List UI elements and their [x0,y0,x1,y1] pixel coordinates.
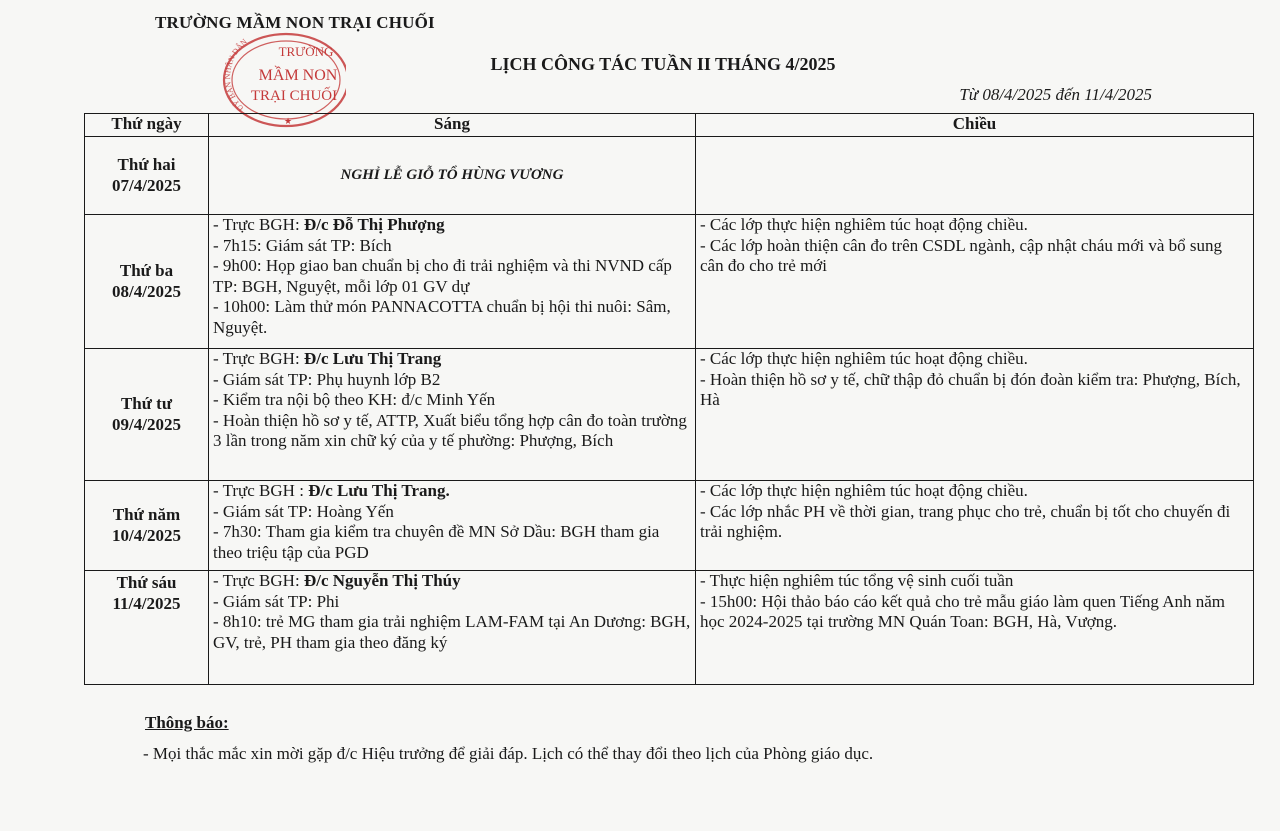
stamp-line-2: MẦM NON [258,67,338,84]
day-cell [85,137,209,215]
afternoon-cell [696,215,1254,349]
morning-item: - Giám sát TP: Phi [213,591,340,611]
holiday-cell: NGHỈ LỄ GIỖ TỔ HÙNG VƯƠNG [209,137,696,215]
morning-cell [209,481,696,571]
table-row [85,137,1254,215]
school-name: TRƯỜNG MẦM NON TRẠI CHUỐI [155,13,435,32]
morning-item: - Giám sát TP: Hoàng Yến [213,501,394,521]
table-row [85,571,1254,685]
morning-item: - Hoàn thiện hồ sơ y tế, ATTP, Xuất biểu tổng hợp cân đo toàn trường 3 lần trong năm xin chữ ký của y tế phường: Phượng, Bích [213,410,687,450]
afternoon-cell [696,137,1254,215]
stamp-star-icon: ★ [283,116,293,126]
day-date: 09/4/2025 [112,414,181,434]
morning-item: - 7h15: Giám sát TP: Bích [213,235,392,255]
morning-cell [209,571,696,685]
table-header-row [85,114,1254,137]
column-header-morning: Sáng [209,114,696,137]
day-name: Thứ hai [117,155,176,174]
document-title: LỊCH CÔNG TÁC TUẦN II THÁNG 4/2025 [490,54,836,74]
afternoon-item: - Thực hiện nghiêm túc tổng vệ sinh cuối tuần [700,571,1014,590]
morning-item: - 8h10: trẻ MG tham gia trải nghiệm LAM-FAM tại An Dương: BGH, GV, trẻ, PH tham gia theo đăng ký [213,612,691,652]
morning-item: - Trực BGH: Đ/c Đỗ Thị Phượng [213,215,445,234]
afternoon-cell [696,481,1254,571]
date-range: Từ 08/4/2025 đến 11/4/2025 [959,85,1152,104]
day-date: 07/4/2025 [112,175,181,195]
schedule-table [84,113,1254,685]
notice-label: Thông báo: [145,713,229,732]
morning-item: - Trực BGH: Đ/c Lưu Thị Trang [213,349,442,368]
morning-item: - 10h00: Làm thử món PANNACOTTA chuẩn bị hội thi nuôi: Sâm, Nguyệt. [213,297,671,337]
afternoon-item: - 15h00: Hội thảo báo cáo kết quả cho trẻ mẫu giáo làm quen Tiếng Anh năm học 2024-2025 tại trường MN Quán Toan: BGH, Hà, Vượng. [700,591,1226,631]
afternoon-cell [696,571,1254,685]
morning-item: - 7h30: Tham gia kiểm tra chuyên đề MN Sở Dầu: BGH tham gia theo triệu tập của PGD [213,522,660,562]
day-cell [85,215,209,349]
morning-cell [209,215,696,349]
day-date: 10/4/2025 [112,525,181,545]
afternoon-item: - Các lớp thực hiện nghiêm túc hoạt động chiều. [700,481,1028,500]
afternoon-cell [696,349,1254,481]
morning-item: - Trực BGH : Đ/c Lưu Thị Trang. [213,481,450,500]
table-row [85,481,1254,571]
afternoon-item: - Các lớp nhắc PH về thời gian, trang phục cho trẻ, chuẩn bị tốt cho chuyến đi trải nghiệm. [700,501,1231,541]
day-date: 08/4/2025 [112,281,181,301]
column-header-day: Thứ ngày [85,114,209,137]
day-name: Thứ sáu [116,573,177,592]
stamp-line-1: TRƯỜNG [278,44,334,59]
table-row [85,215,1254,349]
afternoon-item: - Các lớp hoàn thiện cân đo trên CSDL ngành, cập nhật cháu mới và bổ sung cân đo cho trẻ mới [700,235,1223,275]
afternoon-item: - Hoàn thiện hồ sơ y tế, chữ thập đỏ chuẩn bị đón đoàn kiểm tra: Phượng, Bích, Hà [700,369,1241,409]
day-name: Thứ ba [119,261,174,280]
day-cell [85,481,209,571]
day-name: Thứ năm [112,505,181,524]
table-row [85,349,1254,481]
morning-item: - Trực BGH: Đ/c Nguyễn Thị Thúy [213,571,461,590]
morning-cell [209,349,696,481]
day-name: Thứ tư [120,394,173,413]
morning-item: - Kiểm tra nội bộ theo KH: đ/c Minh Yến [213,390,496,409]
morning-item: - 9h00: Họp giao ban chuẩn bị cho đi trải nghiệm và thi NVND cấp TP: BGH, Nguyệt, mỗi lớp 01 GV dự [213,256,672,296]
column-header-afternoon: Chiều [696,114,1254,137]
day-cell [85,349,209,481]
notice-text: - Mọi thắc mắc xin mời gặp đ/c Hiệu trưởng để giải đáp. Lịch có thể thay đổi theo lịch của Phòng giáo dục. [143,744,874,763]
afternoon-item: - Các lớp thực hiện nghiêm túc hoạt động chiều. [700,349,1028,368]
day-cell [85,571,209,685]
stamp-line-3: TRẠI CHUỐI [250,88,338,104]
morning-item: - Giám sát TP: Phụ huynh lớp B2 [213,369,441,389]
day-date: 11/4/2025 [112,593,181,613]
afternoon-item: - Các lớp thực hiện nghiêm túc hoạt động chiều. [700,215,1028,234]
stamp-ring-text: UỶ BAN NHÂN DÂN [223,37,249,113]
